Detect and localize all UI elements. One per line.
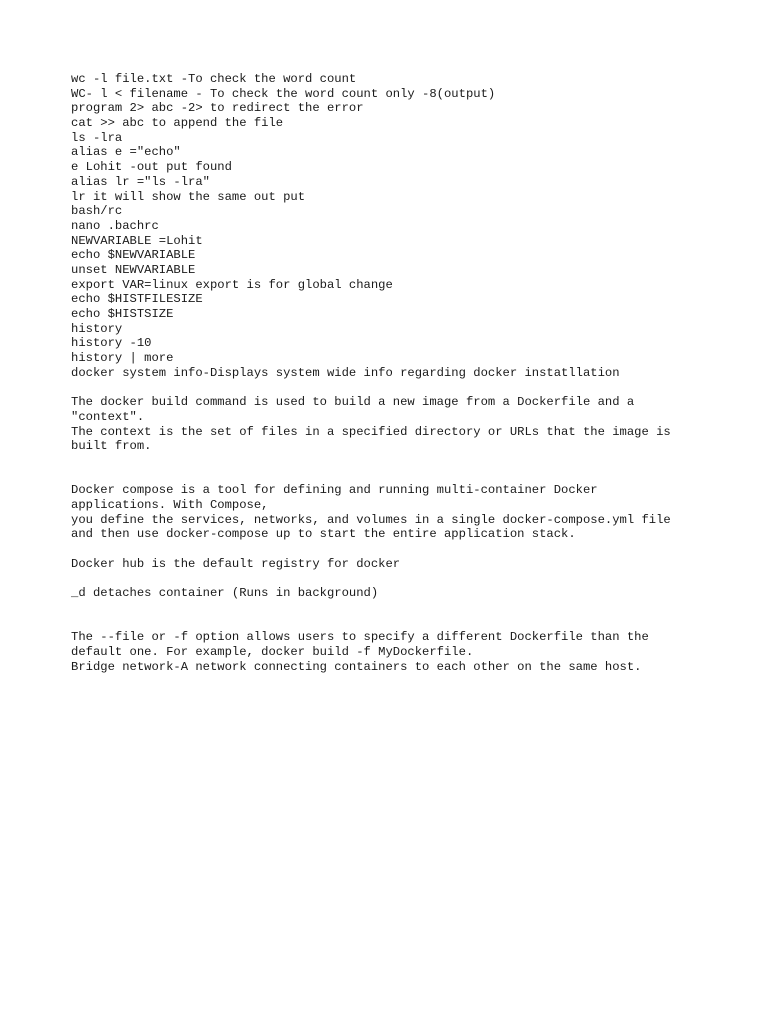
blank-line — [71, 601, 701, 616]
blank-line — [71, 469, 701, 484]
text-line: ls -lra — [71, 130, 123, 145]
blank-line — [71, 615, 701, 630]
blank-line — [71, 454, 701, 469]
text-line: e Lohit -out put found — [71, 160, 232, 175]
text-line: unset NEWVARIABLE — [71, 262, 196, 277]
text-line: alias lr ="ls -lra" — [71, 174, 210, 189]
text-line: bash/rc — [71, 204, 123, 219]
text-line: applications. With Compose, — [71, 497, 269, 512]
text-line: wc -l file.txt -To check the word count — [71, 72, 357, 86]
text-line: Docker hub is the default registry for docker — [71, 556, 401, 571]
text-line: export VAR=linux export is for global change — [71, 277, 393, 292]
text-line: you define the services, networks, and volumes in a single docker-compose.yml file — [71, 512, 671, 527]
text-line: cat >> abc to append the file — [71, 116, 284, 131]
text-line: Docker compose is a tool for defining and running multi-container Docker — [71, 483, 598, 498]
text-line: echo $HISTFILESIZE — [71, 292, 203, 307]
text-line: NEWVARIABLE =Lohit — [71, 233, 203, 248]
text-line: and then use docker-compose up to start the entire application stack. — [71, 527, 576, 542]
text-line: The context is the set of files in a specified directory or URLs that the image is — [71, 424, 671, 439]
text-line: echo $NEWVARIABLE — [71, 248, 196, 263]
text-line: history — [71, 321, 123, 336]
text-line: docker system info-Displays system wide info regarding docker instatllation — [71, 365, 620, 380]
text-line: echo $HISTSIZE — [71, 307, 174, 321]
text-line: The --file or -f option allows users to specify a different Dockerfile than the — [71, 630, 649, 645]
blank-line — [71, 571, 701, 586]
text-line: Bridge network-A network connecting containers to each other on the same host. — [71, 659, 642, 674]
text-line: program 2> abc -2> to redirect the error — [71, 101, 364, 116]
text-line: history | more — [71, 351, 174, 366]
text-line: alias e ="echo" — [71, 145, 181, 160]
text-line: lr it will show the same out put — [71, 189, 306, 204]
text-line: nano .bachrc — [71, 218, 159, 233]
text-line: default one. For example, docker build -f MyDockerfile. — [71, 644, 474, 659]
text-line: _d detaches container (Runs in background) — [71, 586, 379, 601]
text-line: The docker build command is used to build a new image from a Dockerfile and a — [71, 395, 635, 410]
blank-line — [71, 380, 701, 395]
text-line: history -10 — [71, 336, 152, 351]
document-body — [71, 72, 701, 674]
text-line: WC- l < filename - To check the word count only -8(output) — [71, 86, 496, 101]
text-line: built from. — [71, 439, 152, 454]
text-line: "context". — [71, 409, 145, 424]
blank-line — [71, 542, 701, 557]
